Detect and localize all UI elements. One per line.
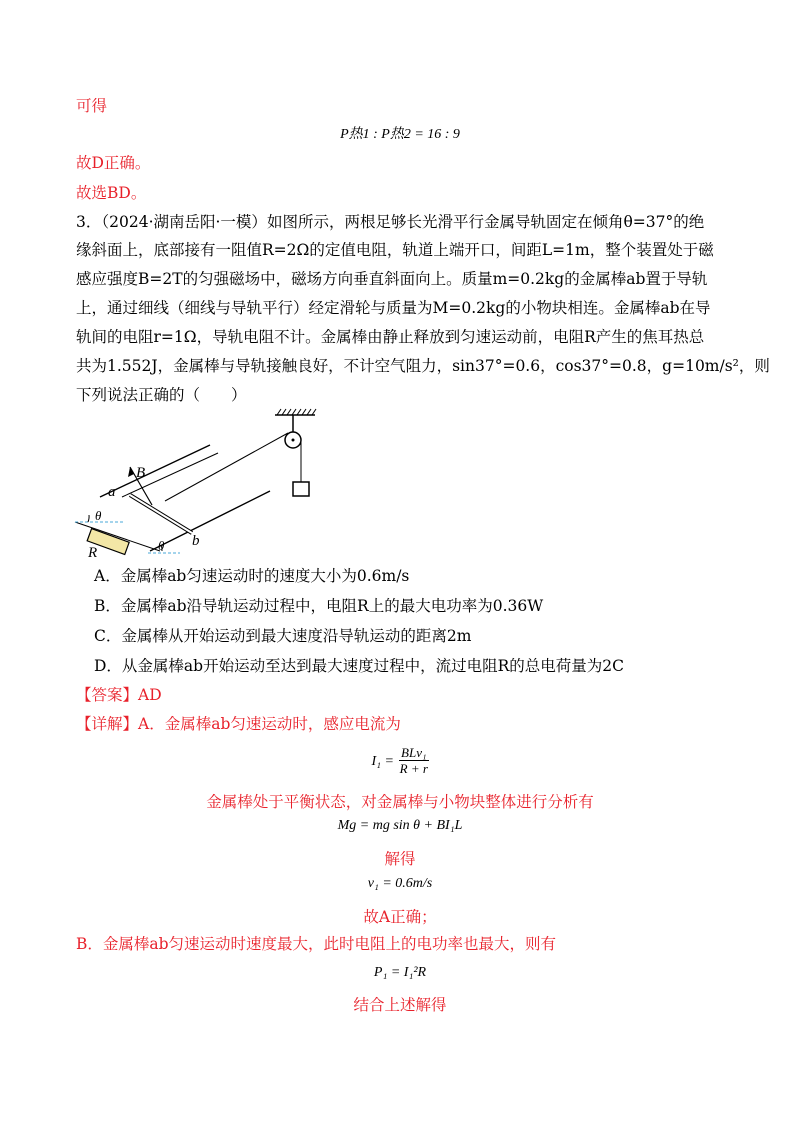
detail-line [76, 714, 401, 734]
question-line-1: 如图所示，两根足够长光滑平行金属导轨固定在倾角θ=37°的绝 [266, 213, 705, 231]
question-line-4: 上，通过细线（细线与导轨平行）经定滑轮与质量为M=0.2kg的小物块相连。金属棒ab在导 [76, 299, 711, 317]
velocity-equation: v₁ = 0.6m/s [367, 876, 433, 891]
d-correct-text: 故D正确。 [76, 154, 151, 172]
label-a: a [108, 484, 116, 500]
answer-line [76, 685, 162, 705]
answer-tag: 【答案】 [76, 686, 139, 704]
balance-text: 金属棒处于平衡状态，对金属棒与小物块整体进行分析有 [206, 793, 594, 811]
ceiling-hatch [277, 409, 316, 415]
option-b: B．金属棒ab沿导轨运动过程中，电阻R上的最大电功率为0.36W [94, 597, 544, 615]
kede-text: 可得 [76, 97, 108, 115]
eq1-fraction [399, 745, 428, 776]
question-number: 3． [76, 213, 102, 231]
a-correct-text: 故A正确； [363, 908, 437, 926]
label-theta-2: θ [158, 538, 165, 553]
combine-text: 结合上述解得 [353, 996, 447, 1014]
label-b-field: B [136, 465, 146, 481]
power-ratio-equation: P热1 : P热2 = 16 : 9 [340, 127, 460, 142]
option-c: C．金属棒从开始运动到最大速度沿导轨运动的距离2m [94, 627, 472, 645]
eq1-numerator: BLv₁ [401, 745, 427, 760]
solve-text: 解得 [384, 850, 416, 868]
option-d: D．从金属棒ab开始运动至达到最大速度过程中，流过电阻R的总电荷量为2C [94, 657, 624, 675]
b-intro-text: B．金属棒ab匀速运动时速度最大，此时电阻上的电功率也最大，则有 [76, 935, 557, 953]
question-line-3: 感应强度B=2T的匀强磁场中，磁场方向垂直斜面向上。质量m=0.2kg的金属棒ab置于导轨 [76, 270, 708, 288]
question-source: （2024·湖南岳阳·一模） [101, 213, 267, 231]
question-line-5: 轨间的电阻r=1Ω，导轨电阻不计。金属棒由静止释放到匀速运动前，电阻R产生的焦耳热总 [76, 328, 705, 346]
detail-a-intro: A．金属棒ab匀速运动时，感应电流为 [138, 715, 401, 733]
question-line-7: 下列说法正确的（ ） [76, 386, 247, 404]
question-line-2: 缘斜面上，底部接有一阻值R=2Ω的定值电阻，轨道上端开口，间距L=1m，整个装置处于磁 [76, 241, 714, 259]
theta-arc-1 [88, 515, 89, 522]
answer-value: AD [138, 686, 162, 704]
detail-tag: 【详解】 [76, 715, 139, 733]
question-line-6: 共为1.552J，金属棒与导轨接触良好，不计空气阻力，sin37°=0.6，cos37°=0.8，g=10m/s²，则 [76, 357, 770, 375]
eq1-denominator: R + r [399, 761, 428, 776]
eq1-left: I₁ = [371, 754, 394, 769]
question-header [76, 212, 704, 232]
label-r: R [88, 545, 98, 561]
lower-rail [150, 491, 270, 551]
current-equation [0, 745, 800, 776]
upper-rail [100, 445, 210, 497]
metal-rod-ab-highlight [130, 495, 192, 533]
pulley-axle [292, 439, 295, 442]
incline-rail-figure [70, 405, 330, 563]
choose-bd-text: 故选BD。 [76, 184, 147, 202]
power-equation: P₁ = I₁²R [373, 965, 427, 980]
hanging-block [293, 482, 309, 496]
label-b: b [192, 533, 200, 549]
option-a: A．金属棒ab匀速运动时的速度大小为0.6m/s [94, 567, 410, 585]
balance-equation: Mg = mg sin θ + BI₁L [337, 818, 463, 833]
label-theta-1: θ [95, 508, 102, 523]
